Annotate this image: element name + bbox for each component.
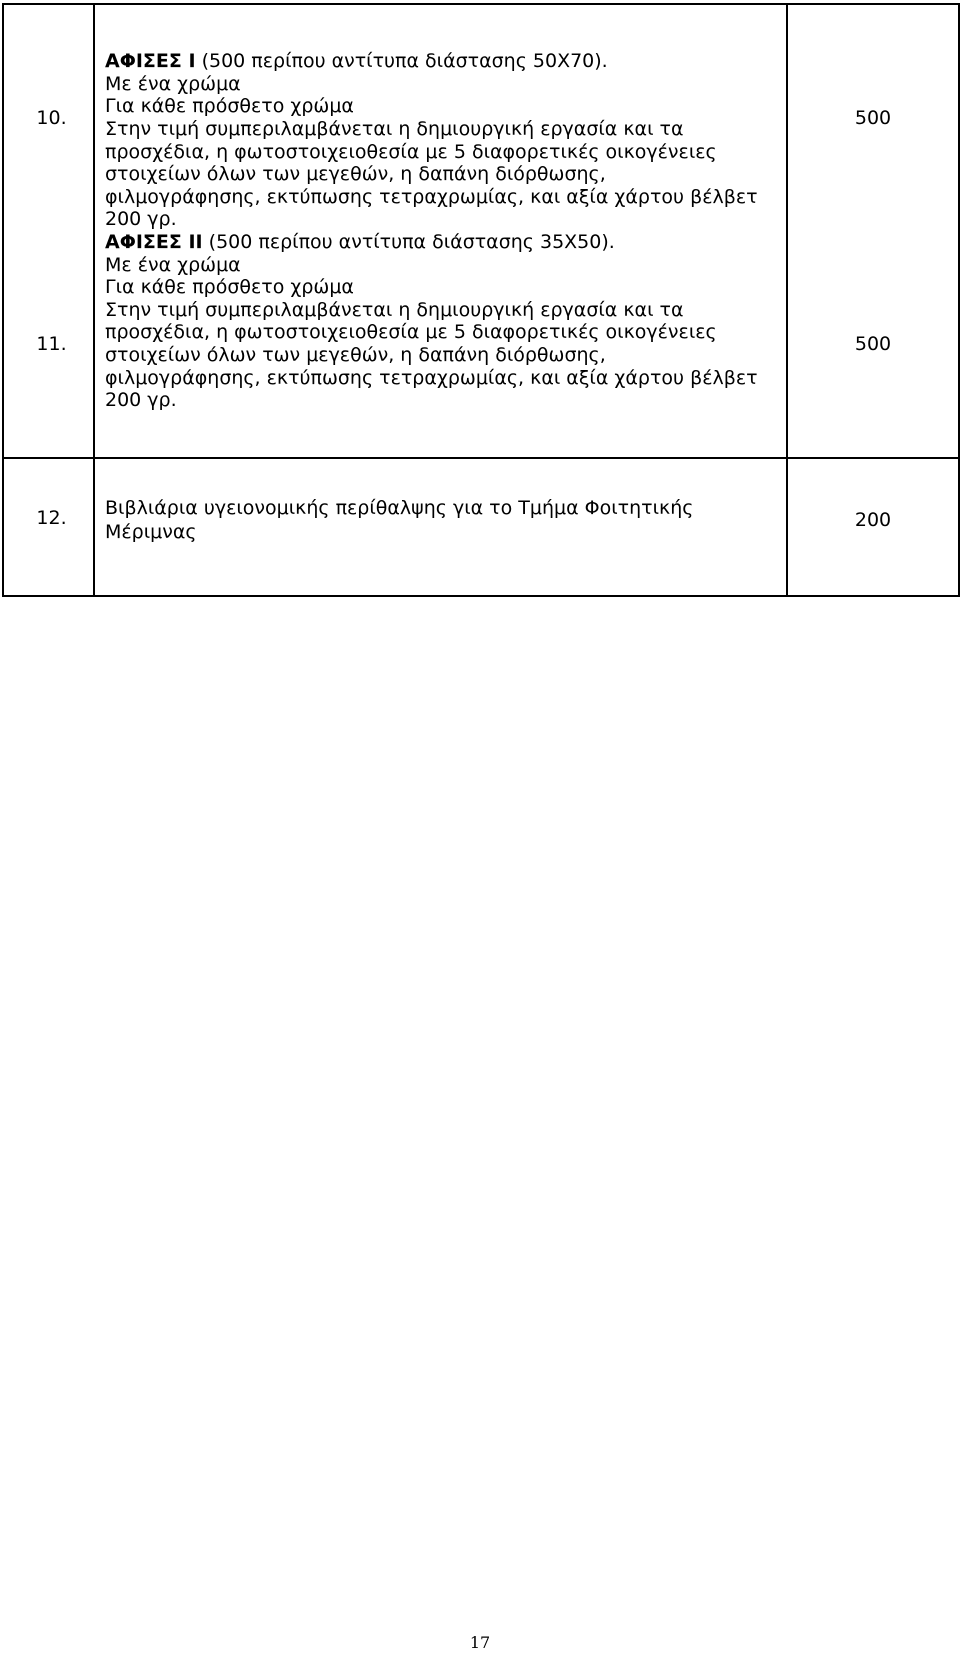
description-line: προσχέδια, η φωτοστοιχειοθεσία με 5 διαφορετικές οικογένειες	[105, 140, 717, 163]
description-line: Στην τιμή συμπεριλαμβάνεται η δημιουργική εργασία και τα	[105, 298, 684, 321]
item-number-cell	[3, 458, 94, 596]
item-number: 12.	[36, 506, 67, 529]
item-description	[105, 231, 782, 412]
description-line: προσχέδια, η φωτοστοιχειοθεσία με 5 διαφορετικές οικογένειες	[105, 321, 717, 344]
item-description-cell	[94, 458, 787, 596]
item-quantity: 200	[854, 508, 892, 531]
description-line: 200 γρ.	[105, 389, 177, 412]
description-line: Με ένα χρώμα	[105, 253, 241, 276]
description-line: στοιχείων όλων των μεγεθών, η δαπάνη διόρθωσης,	[105, 163, 606, 186]
description-line: Βιβλιάρια υγειονομικής περίθαλψης για το Τμήμα Φοιτητικής	[105, 497, 694, 519]
description-line: Στην τιμή συμπεριλαμβάνεται η δημιουργική εργασία και τα	[105, 118, 684, 141]
item-quantity-cell	[787, 4, 959, 458]
item-title: ΑΦΙΣΕΣ Ι (500 περίπου αντίτυπα διάστασης 50Χ70).	[105, 50, 608, 73]
description-line: Για κάθε πρόσθετο χρώμα	[105, 276, 354, 299]
table-row	[3, 4, 959, 458]
description-line: Για κάθε πρόσθετο χρώμα	[105, 95, 354, 118]
item-number: 11.	[36, 332, 67, 355]
item-number-cell	[3, 4, 94, 458]
description-line: 200 γρ.	[105, 208, 177, 231]
item-description-cell	[94, 4, 787, 458]
items-table	[2, 3, 960, 597]
page-number: 17	[469, 1633, 491, 1652]
description-line: Μέριμνας	[105, 521, 197, 543]
item-description	[105, 50, 782, 231]
description-line: φιλμογράφησης, εκτύπωσης τετραχρωμίας, και αξία χάρτου βέλβετ	[105, 185, 758, 208]
item-quantity-cell	[787, 458, 959, 596]
description-line: Με ένα χρώμα	[105, 72, 241, 95]
item-number: 10.	[36, 106, 67, 129]
description-line: στοιχείων όλων των μεγεθών, η δαπάνη διόρθωσης,	[105, 343, 606, 366]
item-description	[105, 496, 782, 544]
table-row	[3, 458, 959, 596]
item-quantity: 500	[854, 106, 892, 129]
description-line: φιλμογράφησης, εκτύπωσης τετραχρωμίας, και αξία χάρτου βέλβετ	[105, 366, 758, 389]
item-title: ΑΦΙΣΕΣ ΙΙ (500 περίπου αντίτυπα διάστασης 35Χ50).	[105, 231, 615, 253]
item-quantity: 500	[854, 332, 892, 355]
